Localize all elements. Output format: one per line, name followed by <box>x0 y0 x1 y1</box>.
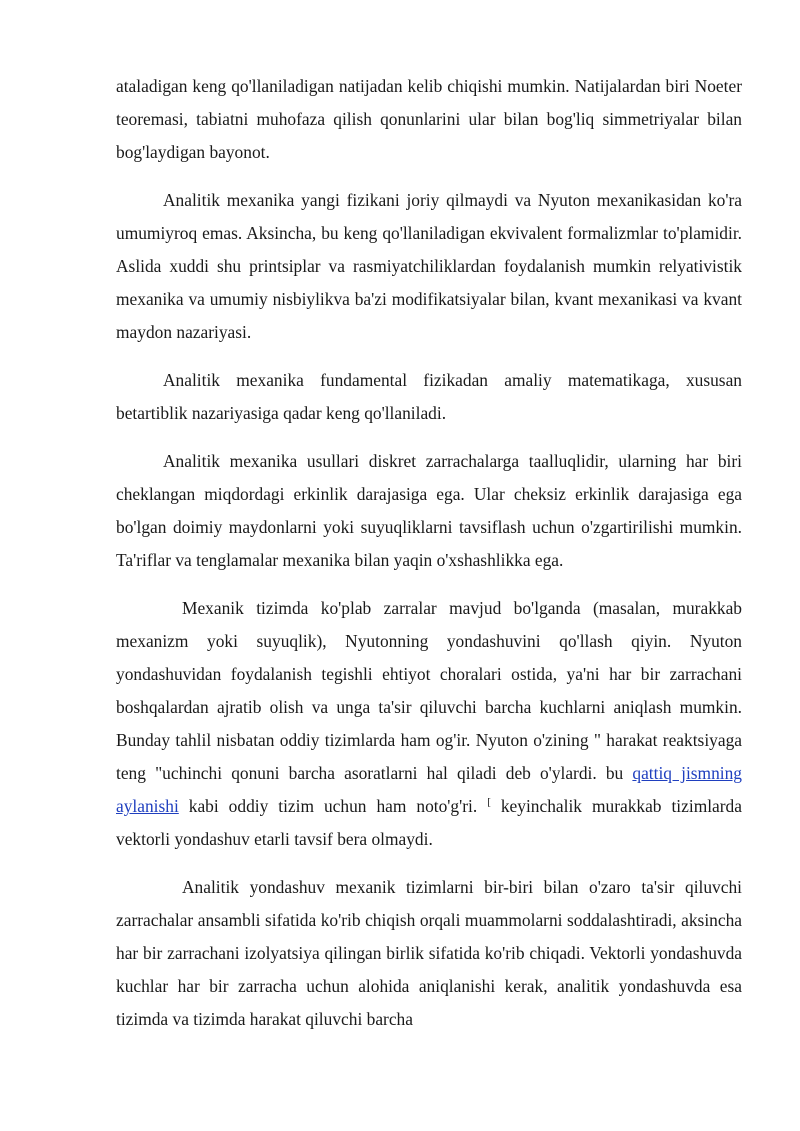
paragraph-5-text-b: kabi oddiy tizim uchun ham noto'g'ri. <box>178 796 478 816</box>
paragraph-4: Analitik mexanika usullari diskret zarrachalarga taalluqlidir, ularning har biri cheklangan miqdordagi erkinlik darajasiga ega. Ular cheksiz erkinlik darajasiga ega bo'lgan doimiy maydonlarni yoki suyuqliklarni tavsiflash uchun o'zgartirilishi mumkin. Ta'riflar va tenglamalar mexanika bilan yaqin o'xshashlikka ega. <box>116 451 742 570</box>
rigid-body-rotation-link[interactable]: qattiq jismning aylanishi <box>116 763 743 816</box>
paragraph-2: Analitik mexanika yangi fizikani joriy qilmaydi va Nyuton mexanikasidan ko'ra umumiyroq emas. Aksincha, bu keng qo'llaniladigan ekvivalent formalizmlar to'plamidir. Aslida xuddi shu printsiplar va rasmiyatchiliklardan foydalanish mumkin relyativistik mexanika va umumiy nisbiylikva ba'zi modifikatsiyalar bilan, kvant mexanikasi va kvant maydon nazariyasi. <box>116 190 742 342</box>
paragraph-5 <box>116 592 742 856</box>
paragraph-5-text-c: keyinchalik murakkab tizimlarda vektorli yondashuv etarli tavsif bera olmaydi. <box>116 796 742 849</box>
paragraph-5-text-a: Mexanik tizimda ko'plab zarralar mavjud bo'lganda (masalan, murakkab mexanizm yoki suyuqlik), Nyutonning yondashuvini qo'llash qiyin. Nyuton yondashuvidan foydalanish tegishli ehtiyot choralari ostida, ya'ni har bir zarrachani boshqalardan ajratib olish va unga ta'sir qiluvchi barcha kuchlarni aniqlash mumkin. Bunday tahlil nisbatan oddiy tizimlarda ham og'ir. Nyuton o'zining " harakat reaktsiyaga teng "uchinchi qonuni barcha asoratlarni hal qiladi deb o'ylardi. bu <box>116 598 742 783</box>
paragraph-6: Analitik yondashuv mexanik tizimlarni bir-biri bilan o'zaro ta'sir qiluvchi zarrachalar ansambli sifatida ko'rib chiqish orqali muammolarni soddalashtiradi, aksincha har bir zarrachani izolyatsiya qilingan birlik sifatida ko'rib chiqadi. Vektorli yondashuvda kuchlar har bir zarracha uchun alohida aniqlanishi kerak, analitik yondashuvda esa tizimda va tizimda harakat qiluvchi barcha <box>116 877 742 1029</box>
paragraph-1: ataladigan keng qo'llaniladigan natijadan kelib chiqishi mumkin. Natijalardan biri Noeter teoremasi, tabiatni muhofaza qilish qonunlarini ular bilan bog'liq simmetriyalar bilan bog'laydigan bayonot. <box>116 76 742 162</box>
document-page <box>116 70 742 1036</box>
footnote-marker[interactable]: [ <box>487 796 491 809</box>
paragraph-3: Analitik mexanika fundamental fizikadan amaliy matematikaga, xususan betartiblik nazariyasiga qadar keng qo'llaniladi. <box>116 370 742 423</box>
